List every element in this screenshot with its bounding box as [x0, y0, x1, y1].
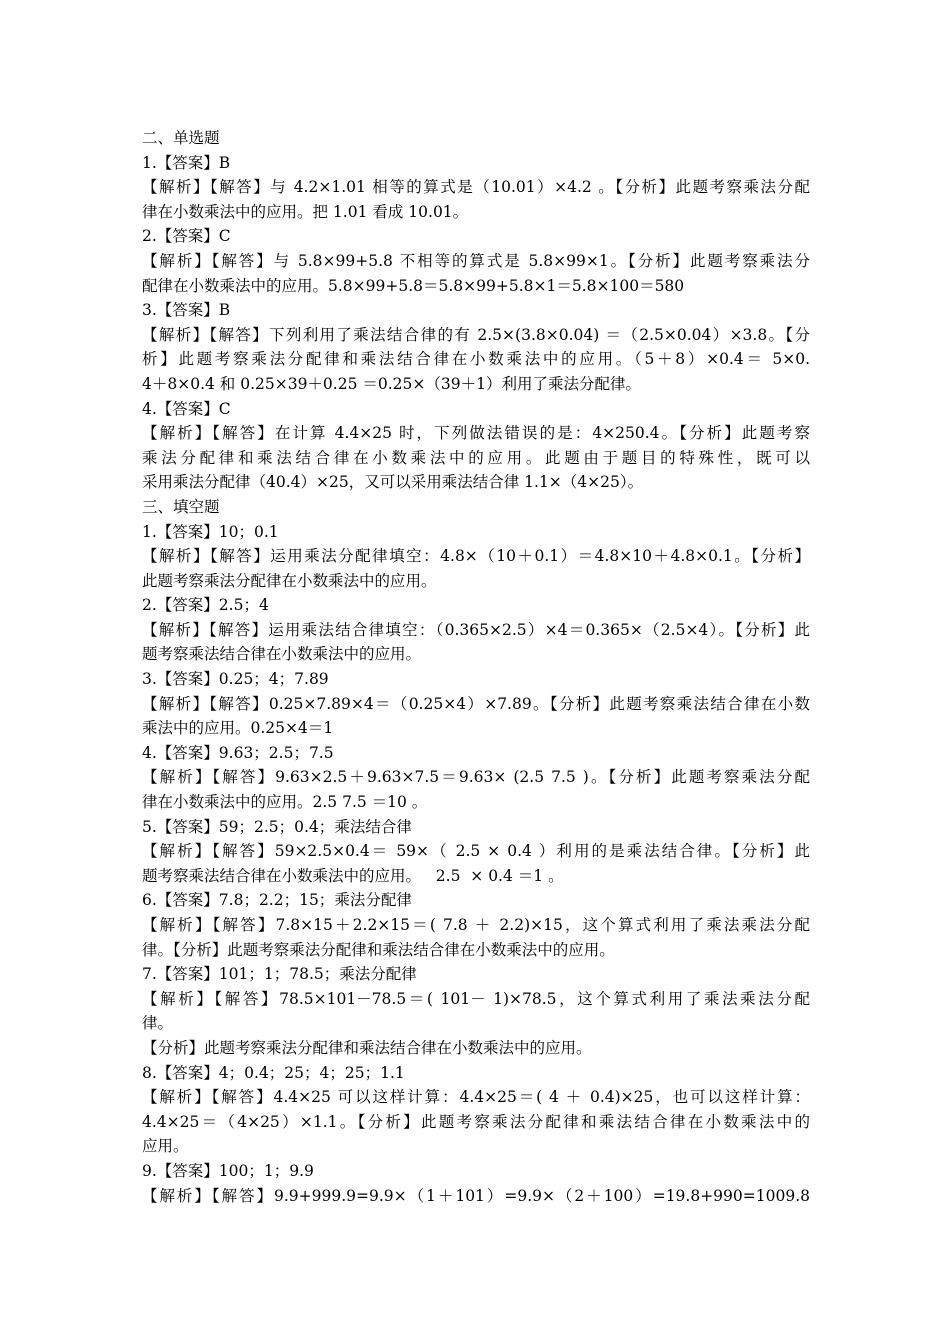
explanation-line: 【解析】【解答】在计算 4.4×25 时，下列做法错误的是：4×250.4。【分析】此题考察 [142, 424, 810, 443]
explanation-line: 此题考察乘法分配律在小数乘法中的应用。 [142, 571, 437, 590]
explanation-line: 【解析】【解答】运用乘法分配律填空：4.8×（10＋0.1）＝4.8×10＋4.8×0.1。【分析】 [142, 547, 810, 566]
section-heading-single-choice: 二、单选题 [142, 129, 220, 147]
explanation-line: 4＋8×0.4 和 0.25×39＋0.25 ＝0.25×（39＋1）利用了乘法分配律。 [142, 374, 641, 393]
answer-line: 3.【答案】B [142, 301, 231, 320]
explanation-line: 析】此题考察乘法分配律和乘法结合律在小数乘法中的应用。（5＋8）×0.4＝ 5×0. [142, 350, 810, 369]
explanation-line: 律在小数乘法中的应用。把 1.01 看成 10.01。 [142, 202, 469, 221]
explanation-line: 【解析】【解答】与 4.2×1.01 相等的算式是（10.01）×4.2 。【分析】此题考察乘法分配 [142, 178, 810, 197]
explanation-line: 乘法中的应用。0.25×4＝1 [142, 719, 334, 738]
explanation-line: 采用乘法分配律（40.4）×25，又可以采用乘法结合律 1.1×（4×25）。 [142, 473, 644, 492]
explanation-line: 4.4×25＝（4×25）×1.1。【分析】此题考察乘法分配律和乘法结合律在小数乘法中的 [142, 1112, 810, 1131]
explanation-line: 【解析】【解答】7.8×15＋2.2×15＝( 7.8 ＋ 2.2)×15，这个算式利用了乘法乘法分配 [142, 916, 810, 934]
explanation-line: 【解析】【解答】78.5×101－78.5＝( 101－ 1)×78.5，这个算式利用了乘法乘法分配 [142, 989, 810, 1008]
explanation-line: 【解析】【解答】0.25×7.89×4＝（0.25×4）×7.89。【分析】此题考察乘法结合律在小数 [142, 694, 810, 713]
explanation-line: 应用。 [142, 1137, 189, 1156]
section-heading-fill-in: 三、填空题 [142, 497, 220, 516]
answer-line: 7.【答案】101；1；78.5；乘法分配律 [142, 965, 417, 984]
document-page [142, 126, 810, 1208]
explanation-line: 题考察乘法结合律在小数乘法中的应用。 2.5 × 0.4 ＝1 。 [142, 866, 564, 885]
explanation-line: 律。【分析】此题考察乘法分配律和乘法结合律在小数乘法中的应用。 [142, 940, 615, 959]
explanation-line: 律在小数乘法中的应用。2.5 7.5 ＝10 。 [142, 793, 428, 812]
answer-line: 4.【答案】C [142, 399, 231, 418]
answer-line: 4.【答案】9.63；2.5；7.5 [142, 743, 334, 762]
answer-line: 5.【答案】59；2.5；0.4；乘法结合律 [142, 817, 412, 836]
answer-line: 2.【答案】2.5；4 [142, 596, 269, 615]
explanation-line: 配律在小数乘法中的应用。5.8×99+5.8＝5.8×99+5.8×1＝5.8×100＝580 [142, 276, 685, 295]
explanation-line: 【解析】【解答】9.9+999.9=9.9×（1＋101）=9.9×（2＋100）=19.8+990=1009.8 [142, 1186, 810, 1205]
analysis-line: 【分析】此题考察乘法分配律和乘法结合律在小数乘法中的应用。 [142, 1038, 592, 1057]
answer-line: 8.【答案】4；0.4；25；4；25；1.1 [142, 1063, 405, 1082]
answer-line: 2.【答案】C [142, 227, 231, 246]
explanation-line: 乘法分配律和乘法结合律在小数乘法中的应用。此题由于题目的特殊性，既可以 [142, 448, 810, 467]
explanation-line: 【解析】【解答】下列利用了乘法结合律的有 2.5×(3.8×0.04) ＝（2.5×0.04）×3.8。【分 [142, 325, 810, 344]
answer-line: 6.【答案】7.8；2.2；15；乘法分配律 [142, 891, 412, 910]
explanation-line: 【解析】【解答】4.4×25 可以这样计算：4.4×25＝( 4 ＋ 0.4)×25，也可以这样计算： [142, 1088, 810, 1107]
explanation-line: 律。 [142, 1014, 174, 1033]
answer-line: 1.【答案】B [142, 153, 231, 172]
explanation-line: 【解析】【解答】59×2.5×0.4＝ 59×（ 2.5 × 0.4 ）利用的是乘法结合律。【分析】此 [142, 842, 810, 861]
explanation-line: 题考察乘法结合律在小数乘法中的应用。 [142, 645, 422, 664]
answer-line: 1.【答案】10；0.1 [142, 522, 279, 541]
answer-line: 9.【答案】100；1；9.9 [142, 1161, 314, 1180]
explanation-line: 【解析】【解答】与 5.8×99+5.8 不相等的算式是 5.8×99×1。【分析】此题考察乘法分 [142, 251, 810, 270]
explanation-line: 【解析】【解答】9.63×2.5＋9.63×7.5＝9.63× (2.5 7.5 )。【分析】此题考察乘法分配 [142, 768, 810, 787]
explanation-line: 【解析】【解答】运用乘法结合律填空：（0.365×2.5）×4＝0.365×（2.5×4）。【分析】此 [142, 620, 810, 639]
answer-line: 3.【答案】0.25；4；7.89 [142, 670, 329, 689]
